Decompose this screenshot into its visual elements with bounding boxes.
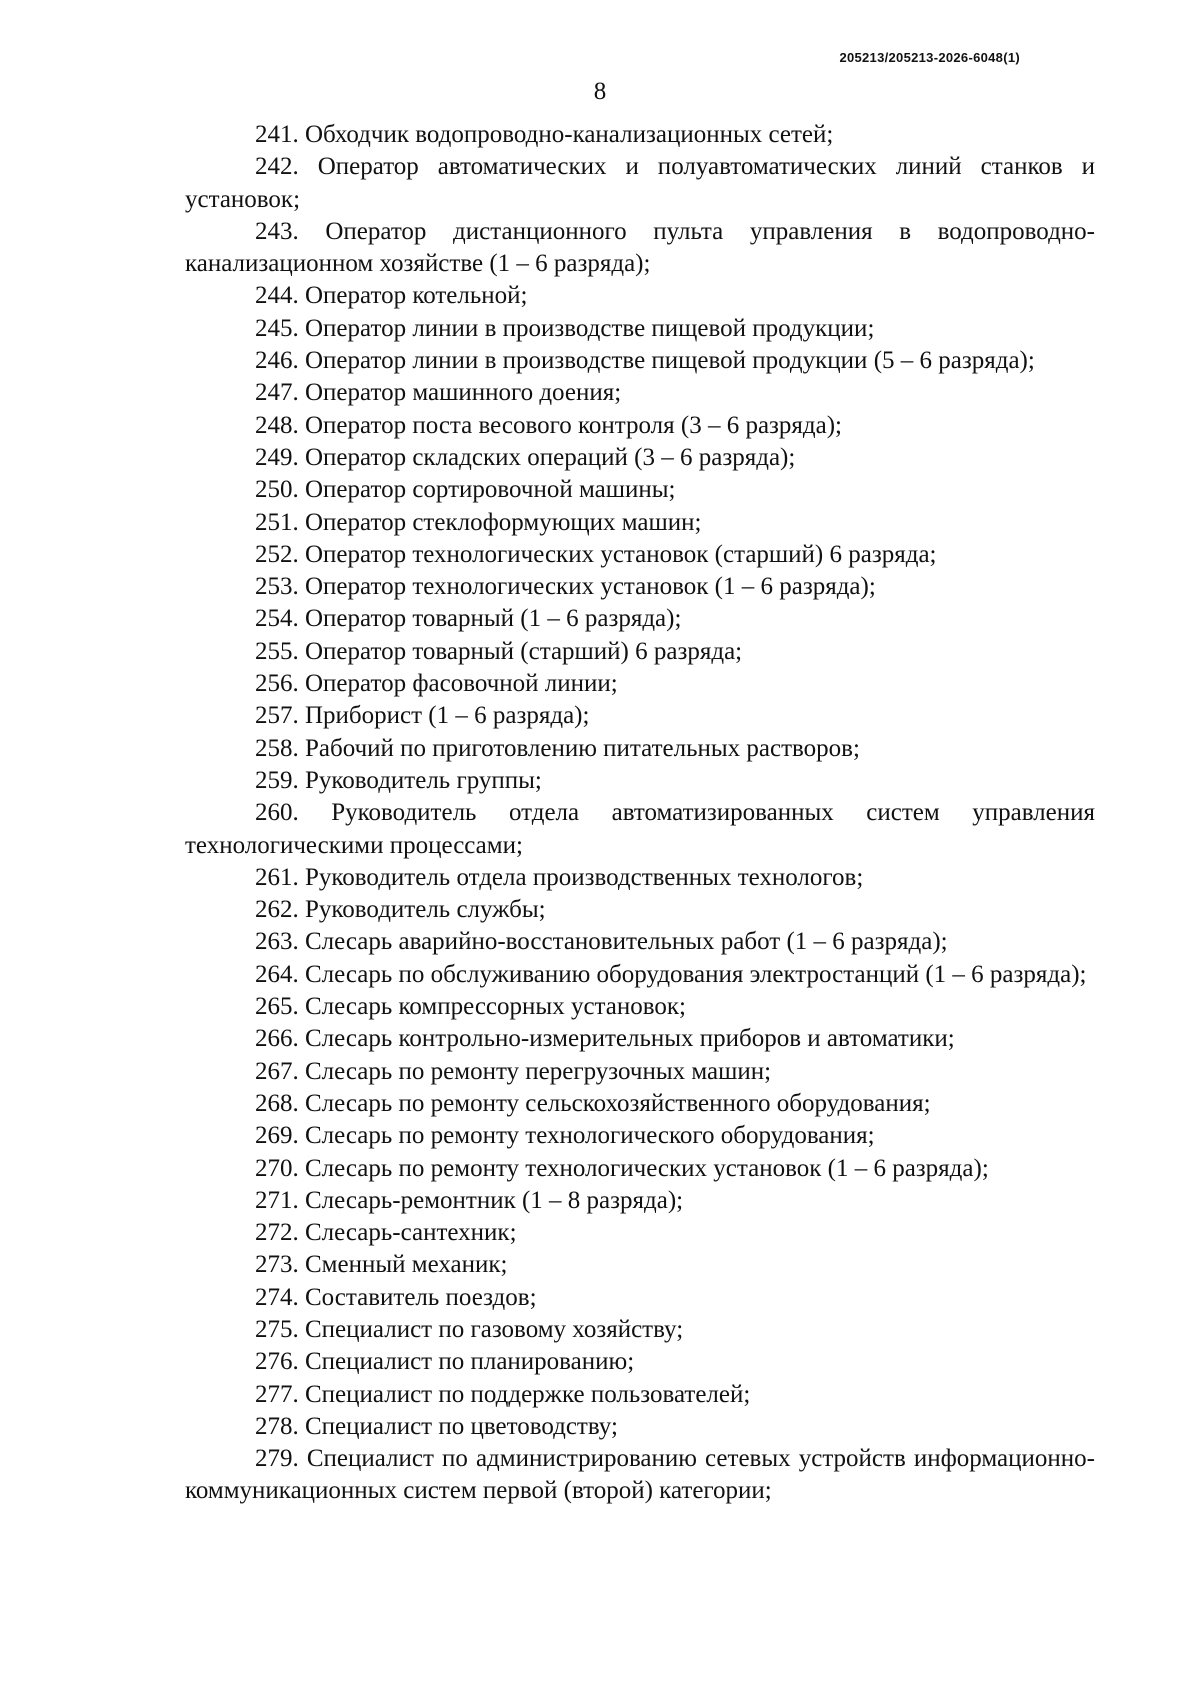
list-item: 263. Слесарь аварийно-восстановительных работ (1 – 6 разряда);: [255, 928, 948, 956]
list-item: 271. Слесарь-ремонтник (1 – 8 разряда);: [255, 1186, 684, 1214]
list-item: 247. Оператор машинного доения;: [255, 379, 622, 407]
document-id: 205213/205213-2026-6048(1): [839, 50, 1020, 65]
list-item: 242. Оператор автоматических и полуавтоматических линий станков и установок;: [185, 153, 1095, 213]
list-item: 251. Оператор стеклоформующих машин;: [255, 508, 702, 536]
list-item: 266. Слесарь контрольно-измерительных приборов и автоматики;: [255, 1025, 955, 1053]
list-item: 276. Специалист по планированию;: [255, 1348, 635, 1376]
list-item: 275. Специалист по газовому хозяйству;: [255, 1315, 684, 1343]
list-item: 260. Руководитель отдела автоматизированных систем управления технологическими процессами;: [185, 799, 1095, 859]
list-item: 269. Слесарь по ремонту технологического оборудования;: [255, 1122, 875, 1150]
list-item: 270. Слесарь по ремонту технологических установок (1 – 6 разряда);: [255, 1154, 989, 1182]
list-item: 272. Слесарь-сантехник;: [255, 1219, 517, 1247]
list-item: 264. Слесарь по обслуживанию оборудования электростанций (1 – 6 разряда);: [255, 960, 1087, 988]
list-item: 262. Руководитель службы;: [255, 896, 546, 924]
list-item: 261. Руководитель отдела производственных технологов;: [255, 863, 864, 891]
list-item: 265. Слесарь компрессорных установок;: [255, 993, 686, 1021]
list-item: 268. Слесарь по ремонту сельскохозяйственного оборудования;: [255, 1089, 931, 1117]
list-item: 255. Оператор товарный (старший) 6 разряда;: [255, 637, 743, 665]
list-item: 277. Специалист по поддержке пользователей;: [255, 1380, 751, 1408]
list-item: 243. Оператор дистанционного пульта управления в водопроводно-канализационном хозяйстве (1 – 6 разряда);: [185, 217, 1095, 278]
list-item: 257. Приборист (1 – 6 разряда);: [255, 702, 590, 730]
list-item: 246. Оператор линии в производстве пищевой продукции (5 – 6 разряда);: [255, 347, 1035, 375]
page-number: 8: [593, 78, 607, 105]
list-item: 273. Сменный механик;: [255, 1251, 508, 1279]
list-item: 249. Оператор складских операций (3 – 6 разряда);: [255, 443, 796, 471]
list-item: 256. Оператор фасовочной линии;: [255, 670, 618, 698]
list-item: 254. Оператор товарный (1 – 6 разряда);: [255, 605, 682, 633]
list-item: 274. Составитель поездов;: [255, 1283, 537, 1311]
enumerated-list: [185, 119, 1095, 1508]
list-item: 253. Оператор технологических установок (1 – 6 разряда);: [255, 573, 876, 601]
list-item: 250. Оператор сортировочной машины;: [255, 476, 676, 504]
list-item: 259. Руководитель группы;: [255, 766, 542, 794]
list-item: 279. Специалист по администрированию сетевых устройств информационно-коммуникационных систем первой (второй) категории;: [185, 1445, 1095, 1505]
list-item: 258. Рабочий по приготовлению питательных растворов;: [255, 734, 860, 762]
list-item: 278. Специалист по цветоводству;: [255, 1412, 618, 1440]
list-item: 244. Оператор котельной;: [255, 282, 528, 310]
list-item: 241. Обходчик водопроводно-канализационных сетей;: [255, 121, 834, 148]
list-item: 248. Оператор поста весового контроля (3 – 6 разряда);: [255, 411, 842, 439]
list-item: 245. Оператор линии в производстве пищевой продукции;: [255, 314, 875, 342]
list-item: 252. Оператор технологических установок (старший) 6 разряда;: [255, 540, 937, 568]
list-item: 267. Слесарь по ремонту перегрузочных машин;: [255, 1057, 772, 1085]
